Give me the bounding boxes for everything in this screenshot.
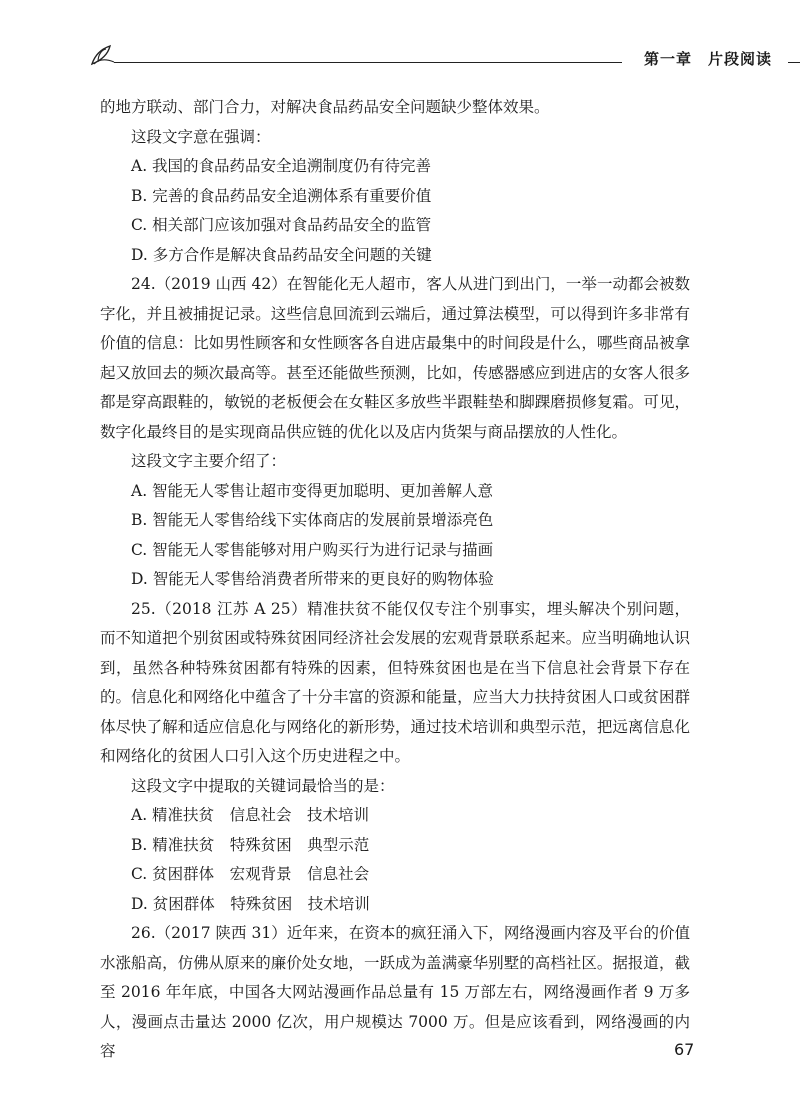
question-24-option-d: D. 智能无人零售给消费者所带来的更良好的购物体验 (131, 570, 494, 588)
chapter-title: 第一章 片段阅读 (644, 50, 773, 68)
question-25-passage: 25.（2018 江苏 A 25）精准扶贫不能仅仅专注个别事实，埋头解决个别问题，而不知道把个别贫困或特殊贫困同经济社会发展的宏观背景联系起来。应当明确地认识到，虽然各种特殊贫困都有特殊的因素，但特殊贫困也是在当下信息社会背景下存在的。信息化和网络化中蕴含了十分丰富的资源和能量，应当大力扶持贫困人口或贫困群体尽快了解和适应信息化与网络化的新形势，通过技术培训和典型示范，把远离信息化和网络化的贫困人口引入这个历史进程之中。 (100, 599, 690, 765)
question-25-option-b: B. 精准扶贫 特殊贫困 典型示范 (131, 835, 370, 854)
question-23-option-d: D. 多方合作是解决食品药品安全问题的关键 (131, 245, 432, 264)
page-body (100, 93, 690, 1067)
question-24-prompt: 这段文字主要介绍了： (131, 452, 287, 470)
question-25-option-d: D. 贫困群体 特殊贫困 技术培训 (131, 894, 370, 913)
page-number: 67 (674, 1040, 695, 1059)
question-24-option-c: C. 智能无人零售能够对用户购买行为进行记录与描画 (131, 540, 494, 559)
question-25-option-a: A. 精准扶贫 信息社会 技术培训 (131, 806, 370, 824)
question-25-prompt: 这段文字中提取的关键词最恰当的是： (131, 776, 395, 795)
question-24-option-b: B. 智能无人零售给线下实体商店的发展前景增添亮色 (131, 511, 494, 529)
continued-paragraph: 的地方联动、部门合力，对解决食品药品安全问题缺少整体效果。 (100, 98, 550, 116)
question-24-option-a: A. 智能无人零售让超市变得更加聪明、更加善解人意 (131, 481, 494, 500)
question-23-prompt: 这段文字意在强调： (131, 127, 271, 146)
page-header (88, 40, 788, 80)
question-24-passage: 24.（2019 山西 42）在智能化无人超市，客人从进门到出门，一举一动都会被数字化，并且被捕捉记录。这些信息回流到云端后，通过算法模型，可以得到许多非常有价值的信息：比如男性顾客和女性顾客各自进店最集中的时间段是什么，哪些商品被拿起又放回去的频次最高等。甚至还能做些预测，比如，传感器感应到进店的女客人很多都是穿高跟鞋的，敏锐的老板便会在女鞋区多放些半跟鞋垫和脚踝磨损修复霜。可见，数字化最终目的是实现商品供应链的优化以及店内货架与商品摆放的人性化。 (100, 275, 690, 441)
question-25-option-c: C. 贫困群体 宏观背景 信息社会 (131, 865, 370, 883)
question-26-passage: 26.（2017 陕西 31）近年来，在资本的疯狂涌入下，网络漫画内容及平台的价值水涨船高，仿佛从原来的廉价处女地，一跃成为盖满豪华别墅的高档社区。据报道，截至 2016 年年底，中国各大网站漫画作品总量有 15 万部左右，网络漫画作者 9 万多人，漫画点击量达 2000 亿次，用户规模达 7000 万。但是应该看到，网络漫画的内容 (100, 924, 690, 1060)
question-23-option-b: B. 完善的食品药品安全追溯体系有重要价值 (131, 186, 432, 205)
header-rule-left (114, 62, 622, 63)
leaf-icon (88, 40, 118, 70)
header-rule-right (788, 62, 800, 63)
question-23-option-a: A. 我国的食品药品安全追溯制度仍有待完善 (131, 157, 432, 175)
question-23-option-c: C. 相关部门应该加强对食品药品安全的监管 (131, 216, 432, 234)
